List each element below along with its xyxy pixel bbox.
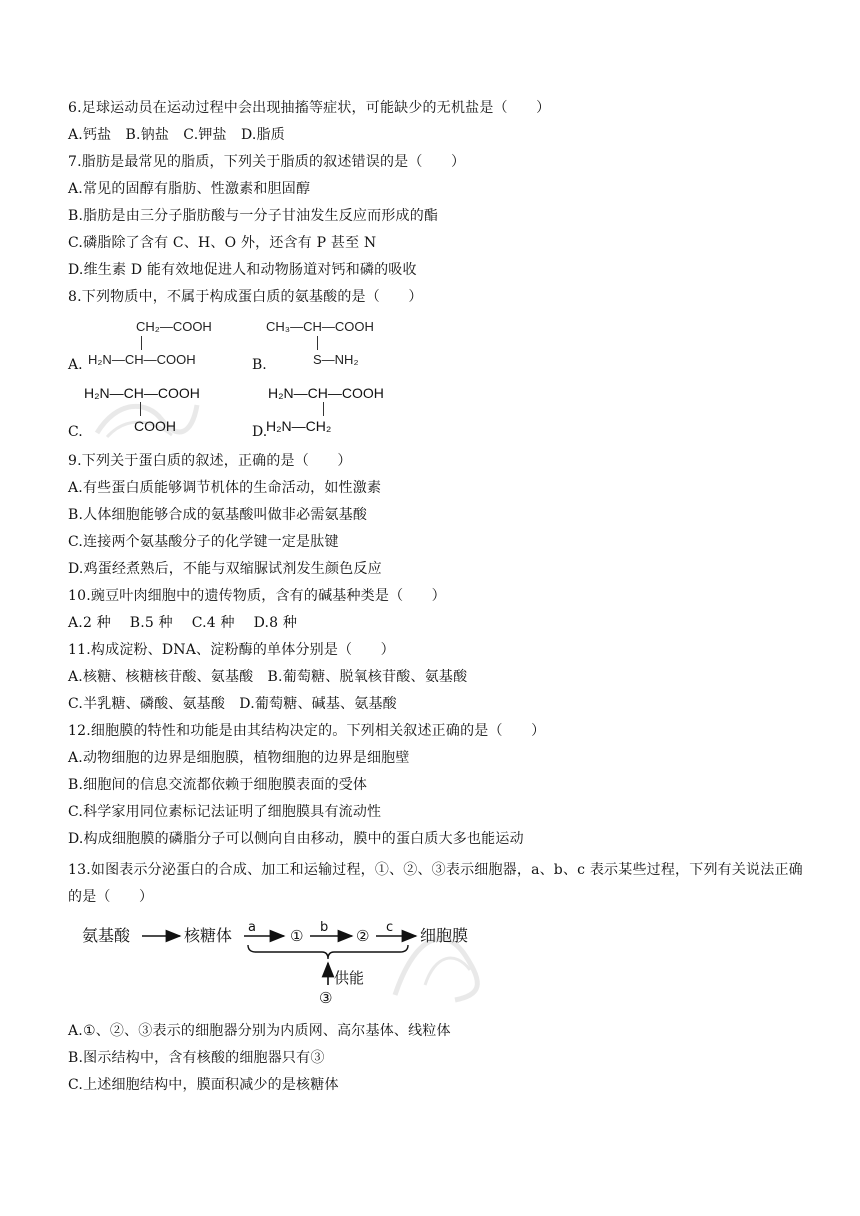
question-13-stem: 13.如图表示分泌蛋白的合成、加工和运输过程，①、②、③表示细胞器，a、b、c 表示某些过程，下列有关说法正确的是（ ）: [68, 862, 803, 905]
structure-d-top: H₂N—CH—COOH: [268, 385, 384, 401]
question-13-option-b: B.图示结构中，含有核酸的细胞器只有③: [68, 1050, 325, 1066]
option-b-label: B.: [252, 357, 267, 373]
question-9-option-a: A.有些蛋白质能够调节机体的生命活动，如性激素: [68, 480, 382, 496]
option-d-label: D.: [252, 424, 268, 440]
question-13-option-a: A.①、②、③表示的细胞器分别为内质网、高尔基体、线粒体: [68, 1023, 451, 1039]
question-11-stem: 11.构成淀粉、DNA、淀粉酶的单体分别是（ ）: [68, 642, 395, 658]
diagram-energy-supply: 供能: [334, 969, 365, 987]
question-7-option-d: D.维生素 D 能有效地促进人和动物肠道对钙和磷的吸收: [68, 262, 417, 278]
question-13-option-c: C.上述细胞结构中，膜面积减少的是核糖体: [68, 1077, 339, 1093]
bond-line: [323, 402, 324, 416]
structure-c-top: H₂N—CH—COOH: [84, 385, 200, 401]
question-12-option-a: A.动物细胞的边界是细胞膜，植物细胞的边界是细胞壁: [68, 750, 410, 766]
question-10-options: A.2 种 B.5 种 C.4 种 D.8 种: [68, 615, 298, 631]
option-c-label: C.: [68, 424, 83, 440]
question-6-options: A.钙盐 B.钠盐 C.钾盐 D.脂质: [68, 127, 285, 143]
question-10-stem: 10.豌豆叶肉细胞中的遗传物质，含有的碱基种类是（ ）: [68, 588, 446, 604]
structure-b-top: CH₃—CH—COOH: [266, 319, 374, 334]
diagram-ribosome: 核糖体: [184, 926, 233, 945]
structure-a-bottom: H₂N—CH—COOH: [88, 352, 196, 367]
bond-line: [140, 402, 141, 416]
question-12-option-b: B.细胞间的信息交流都依赖于细胞膜表面的受体: [68, 777, 368, 793]
option-a-label: A.: [68, 357, 83, 373]
diagram-label-c: c: [386, 920, 394, 935]
question-7-option-a: A.常见的固醇有脂肪、性激素和胆固醇: [68, 181, 311, 197]
question-12-stem: 12.细胞膜的特性和功能是由其结构决定的。下列相关叙述正确的是（ ）: [68, 723, 546, 739]
structure-d-bottom: H₂N—CH₂: [266, 418, 332, 434]
structure-b-bottom: S—NH₂: [313, 352, 359, 367]
question-12-option-d: D.构成细胞膜的磷脂分子可以侧向自由移动，膜中的蛋白质大多也能运动: [68, 831, 524, 847]
diagram-organelle-1: ①: [290, 927, 304, 945]
question-7-option-c: C.磷脂除了含有 C、H、O 外，还含有 P 甚至 N: [68, 235, 377, 251]
diagram-cell-membrane: 细胞膜: [420, 926, 469, 945]
question-9-stem: 9.下列关于蛋白质的叙述，正确的是（ ）: [68, 453, 352, 469]
diagram-organelle-2: ②: [356, 927, 370, 945]
bond-line: [317, 336, 318, 350]
question-12-option-c: C.科学家用同位素标记法证明了细胞膜具有流动性: [68, 804, 382, 820]
question-7-option-b: B.脂肪是由三分子脂肪酸与一分子甘油发生反应而形成的酯: [68, 208, 439, 224]
question-9-option-d: D.鸡蛋经煮熟后，不能与双缩脲试剂发生颜色反应: [68, 561, 382, 577]
question-9-option-c: C.连接两个氨基酸分子的化学键一定是肽键: [68, 534, 339, 550]
question-7-stem: 7.脂肪是最常见的脂质，下列关于脂质的叙述错误的是（ ）: [68, 154, 466, 170]
question-6-stem: 6.足球运动员在运动过程中会出现抽搐等症状，可能缺少的无机盐是（ ）: [68, 100, 551, 116]
diagram-organelle-3: ③: [319, 989, 333, 1007]
structure-c-bottom: COOH: [134, 418, 176, 434]
bond-line: [141, 336, 142, 350]
question-9-option-b: B.人体细胞能够合成的氨基酸叫做非必需氨基酸: [68, 507, 368, 523]
structure-a-top: CH₂—COOH: [136, 319, 212, 334]
question-8-stem: 8.下列物质中，不属于构成蛋白质的氨基酸的是（ ）: [68, 289, 423, 305]
diagram-amino-acid: 氨基酸: [82, 926, 131, 945]
diagram-label-b: b: [320, 920, 329, 935]
question-11-options-ab: A.核糖、核糖核苷酸、氨基酸 B.葡萄糖、脱氧核苷酸、氨基酸: [68, 669, 468, 685]
diagram-label-a: a: [248, 920, 256, 935]
question-11-options-cd: C.半乳糖、磷酸、氨基酸 D.葡萄糖、碱基、氨基酸: [68, 696, 397, 712]
